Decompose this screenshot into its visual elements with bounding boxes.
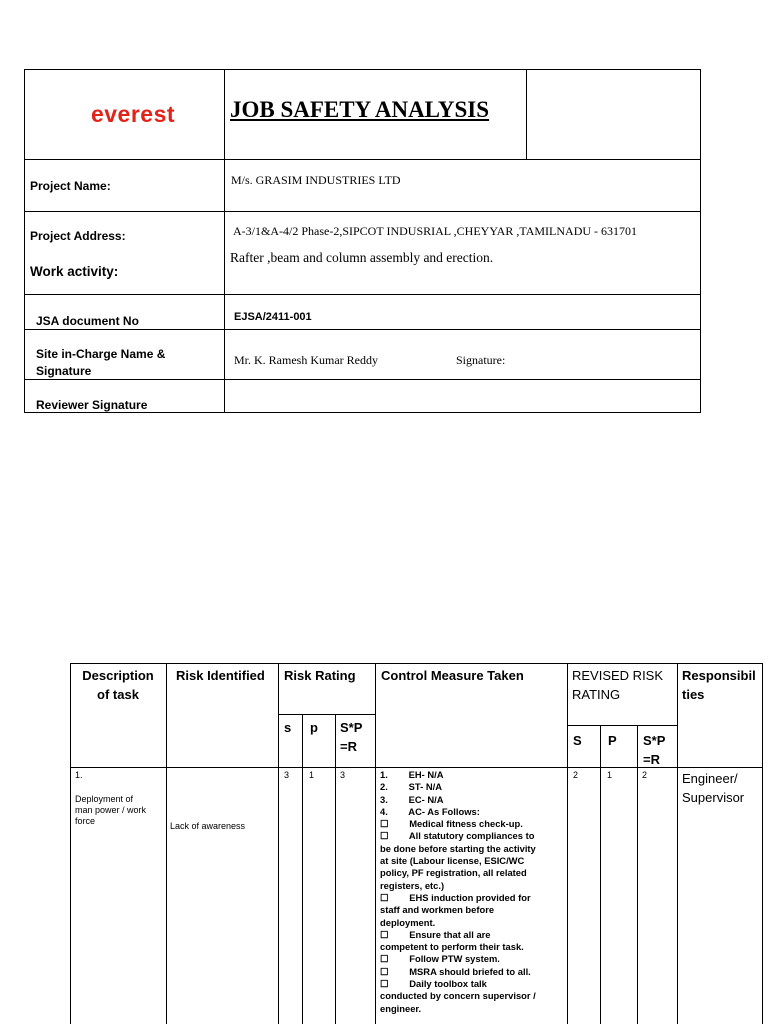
row1-desc-line3: force xyxy=(75,816,96,826)
control-line: registers, etc.) xyxy=(380,879,445,891)
logo-text: everest xyxy=(90,100,176,127)
col-rev-spr-line1: S*P xyxy=(643,733,666,748)
project-address-value: A-3/1&A-4/2 Phase-2,SIPCOT INDUSRIAL ,CHEYYAR ,TAMILNADU - 631701 xyxy=(233,224,638,238)
jsa-doc-label: JSA document No xyxy=(36,314,139,328)
col-revised-header xyxy=(572,666,663,704)
project-address-label: Project Address: xyxy=(30,229,126,243)
control-line: policy, PF registration, all related xyxy=(380,867,527,879)
row1-rev-s: 2 xyxy=(573,770,579,780)
row1-rev-p: 1 xyxy=(607,770,613,780)
control-line: ☐ All statutory compliances to xyxy=(380,830,535,842)
header-table xyxy=(24,69,700,413)
col-rev-p-header: P xyxy=(608,733,617,748)
col-description-line2: of task xyxy=(97,687,139,702)
col-rr-p-header: p xyxy=(310,720,318,735)
row1-number: 1. xyxy=(75,770,83,780)
col-rr-spr-line2: =R xyxy=(340,739,357,754)
control-line: deployment. xyxy=(380,916,436,928)
col-rev-spr-line2: =R xyxy=(643,752,660,767)
col-rr-spr-line1: S*P xyxy=(340,720,363,735)
control-line: ☐ Follow PTW system. xyxy=(380,953,500,965)
row1-r: 3 xyxy=(340,770,346,780)
row1-resp-line2: Supervisor xyxy=(682,790,745,805)
control-line: ☐ Medical fitness check-up. xyxy=(380,818,523,830)
row1-desc-line2: man power / work xyxy=(75,805,147,815)
control-line: ☐ EHS induction provided for xyxy=(380,891,531,903)
control-line: ☐ Daily toolbox talk xyxy=(380,978,487,990)
row1-responsibility xyxy=(682,769,744,807)
signature-label: Signature: xyxy=(456,353,506,367)
control-line: staff and workmen before xyxy=(380,904,495,916)
reviewer-signature-label: Reviewer Signature xyxy=(36,398,148,412)
row1-controls xyxy=(380,769,566,1015)
page-title: JOB SAFETY ANALYSIS xyxy=(230,97,490,122)
col-control-header: Control Measure Taken xyxy=(381,668,524,683)
control-line: ☐ Ensure that all are xyxy=(380,928,491,940)
work-activity-value: Rafter ,beam and column assembly and erection. xyxy=(230,250,494,265)
project-name-label: Project Name: xyxy=(30,179,111,193)
control-line: be done before starting the activity xyxy=(380,842,536,854)
col-revised-line2: RATING xyxy=(572,687,621,702)
site-incharge-value: Mr. K. Ramesh Kumar Reddy xyxy=(234,353,378,367)
col-description-line1: Description xyxy=(82,668,154,683)
control-line: engineer. xyxy=(380,1002,422,1014)
col-risk-identified-header: Risk Identified xyxy=(176,668,265,683)
control-line: 1. EH- N/A xyxy=(380,769,444,780)
site-incharge-label: Site in-Charge Name & xyxy=(36,347,166,361)
row1-risk: Lack of awareness xyxy=(170,821,246,831)
col-responsibilities-header xyxy=(682,666,756,704)
row1-desc-line1: Deployment of xyxy=(75,794,134,804)
control-line: conducted by concern supervisor / xyxy=(380,990,536,1002)
col-rev-s-header: S xyxy=(573,733,582,748)
control-line: 2. ST- N/A xyxy=(380,781,442,793)
col-risk-rating-header: Risk Rating xyxy=(284,668,356,683)
control-line: competent to perform their task. xyxy=(380,941,524,953)
project-name-value: M/s. GRASIM INDUSTRIES LTD xyxy=(231,173,401,187)
company-logo xyxy=(48,89,218,139)
row1-description xyxy=(75,794,146,827)
col-rr-s-header: s xyxy=(284,720,292,735)
control-line: ☐ MSRA should briefed to all. xyxy=(380,965,531,977)
col-rev-spr-header xyxy=(643,731,665,769)
col-rr-spr-header xyxy=(340,718,362,756)
control-line: 3. EC- N/A xyxy=(380,793,444,805)
col-revised-line1: REVISED RISK xyxy=(572,668,664,683)
control-line: 4. AC- As Follows: xyxy=(380,805,480,817)
site-incharge-label-2: Signature xyxy=(36,364,92,378)
col-resp-line1: Responsibil xyxy=(682,668,756,683)
row1-resp-line1: Engineer/ xyxy=(682,771,738,786)
col-description-header xyxy=(70,666,166,704)
row1-rev-r: 2 xyxy=(642,770,648,780)
row1-s: 3 xyxy=(284,770,290,780)
work-activity-label: Work activity: xyxy=(30,264,119,279)
control-line: at site (Labour license, ESIC/WC xyxy=(380,855,525,867)
jsa-doc-value: EJSA/2411-001 xyxy=(234,311,312,323)
col-resp-line2: ties xyxy=(682,687,705,702)
risk-table xyxy=(70,663,763,1024)
row1-p: 1 xyxy=(309,770,315,780)
